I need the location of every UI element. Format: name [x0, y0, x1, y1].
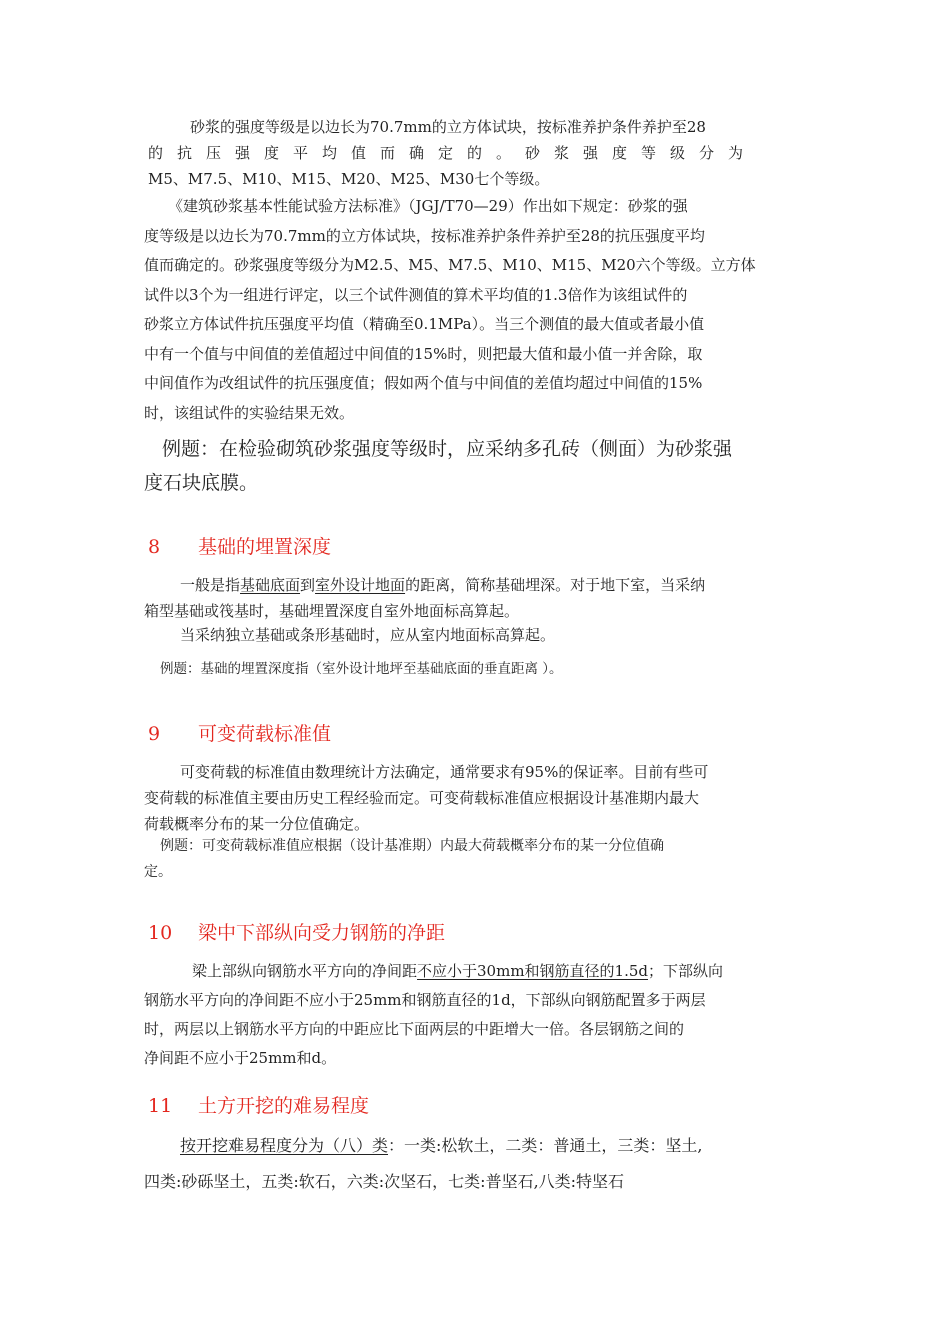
text-line: 例题：可变荷载标准值应根据（设计基准期）内最大荷载概率分布的某一分位值确 — [160, 838, 664, 854]
text-line — [144, 957, 818, 986]
text-line: 度石块底膜。 — [144, 472, 259, 494]
text-line: 时，两层以上钢筋水平方向的中距应比下面两层的中距增大一倍。各层钢筋之间的 — [144, 1020, 685, 1038]
text-line: 砂浆立方体试件抗压强度平均值（精确至0.1MPa）。当三个测值的最大值或者最小值 — [144, 315, 705, 333]
paragraph-mortar-grade — [148, 114, 818, 192]
section-title: 梁中下部纵向受力钢筋的净距 — [198, 922, 446, 944]
text-run: 到 — [300, 576, 316, 594]
text-line: 箱型基础或筏基时，基础埋置深度自室外地面标高算起。 — [144, 602, 520, 620]
text-line: 中有一个值与中间值的差值超过中间值的15%时，则把最大值和最小值一并舍除，取 — [144, 344, 703, 363]
text-line: 砂浆的强度等级是以边长为70.7mm的立方体试块，按标准养护条件养护至28 — [190, 118, 706, 136]
underlined-term: 室外设计地面 — [315, 576, 406, 594]
text-line: 中间值作为改组试件的抗压强度值；假如两个值与中间值的差值均超过中间值的15% — [144, 374, 703, 392]
underlined-term: 按开挖难易程度分为（八）类 — [180, 1136, 389, 1155]
text-line: 时，该组试件的实验结果无效。 — [144, 403, 355, 422]
section-10-body — [144, 957, 818, 1073]
section-11-line-1 — [180, 1132, 703, 1160]
section-heading-9 — [148, 721, 331, 747]
section-8-body-2 — [144, 622, 818, 648]
text-line: 荷载概率分布的某一分位值确定。 — [144, 815, 370, 833]
section-8-body — [144, 572, 818, 624]
example-variable-load — [144, 833, 818, 885]
section-number: 9 — [148, 723, 161, 745]
underlined-term: 不应小于30mm和钢筋直径的1.5d — [417, 962, 649, 980]
text-line: 当采纳独立基础或条形基础时，应从室内地面标高算起。 — [180, 626, 556, 644]
section-11-line-2: 四类:砂砾坚土，五类:软石，六类:次坚石，七类:普坚石,八类:特坚石 — [144, 1172, 625, 1191]
section-heading-11 — [148, 1093, 369, 1119]
text-run: 一般是指 — [180, 576, 241, 594]
text-run: ；下部纵向 — [648, 962, 724, 980]
text-line: 可变荷载的标准值由数理统计方法确定，通常要求有95%的保证率。目前有些可 — [180, 763, 709, 781]
text-run: 的距离，简称基础埋深。对于地下室，当采纳 — [405, 576, 706, 594]
section-number: 11 — [148, 1095, 173, 1117]
section-number: 8 — [148, 536, 161, 558]
text-line: 钢筋水平方向的净间距不应小于25mm和钢筋直径的1d，下部纵向钢筋配置多于两层 — [144, 991, 706, 1009]
text-run: ：一类:松软土，二类：普通土，三类：坚土, — [388, 1136, 703, 1155]
section-title: 土方开挖的难易程度 — [198, 1095, 370, 1117]
section-9-body — [144, 759, 818, 837]
example-foundation: 例题：基础的埋置深度指（室外设计地坪至基础底面的垂直距离 ）。 — [160, 661, 563, 677]
text-line: 《建筑砂浆基本性能试验方法标准》（JGJ/T70—29）作出如下规定：砂浆的强 — [168, 197, 688, 215]
text-line: 试件以3个为一组进行评定，以三个试件测值的算术平均值的1.3倍作为该组试件的 — [144, 285, 688, 304]
underlined-term: 基础底面 — [240, 576, 301, 594]
text-line — [144, 572, 818, 598]
text-run: 梁上部纵向钢筋水平方向的净间距 — [192, 962, 418, 980]
text-line: 度等级是以边长为70.7mm的立方体试块，按标准养护条件养护至28的抗压强度平均 — [144, 226, 705, 245]
section-heading-10 — [148, 920, 445, 946]
text-line: 例题：在检验砌筑砂浆强度等级时，应采纳多孔砖（侧面）为砂浆强 — [162, 438, 733, 460]
paragraph-test-standard — [144, 192, 818, 428]
section-number: 10 — [148, 922, 173, 944]
text-line: 净间距不应小于25mm和d。 — [144, 1049, 337, 1067]
text-line: 的抗压强度平均值而确定的。砂浆强度等级分为 — [148, 144, 758, 162]
text-line: M5、M7.5、M10、M15、M20、M25、M30七个等级。 — [148, 170, 550, 188]
text-line: 值而确定的。砂浆强度等级分为M2.5、M5、M7.5、M10、M15、M20六个等级。立方体 — [144, 256, 756, 274]
section-heading-8 — [148, 534, 331, 560]
section-title: 可变荷载标准值 — [198, 723, 332, 745]
example-mortar — [144, 432, 824, 500]
text-line: 变荷载的标准值主要由历史工程经验而定。可变荷载标准值应根据设计基准期内最大 — [144, 789, 700, 807]
section-title: 基础的埋置深度 — [198, 536, 332, 558]
text-line: 定。 — [144, 864, 172, 880]
